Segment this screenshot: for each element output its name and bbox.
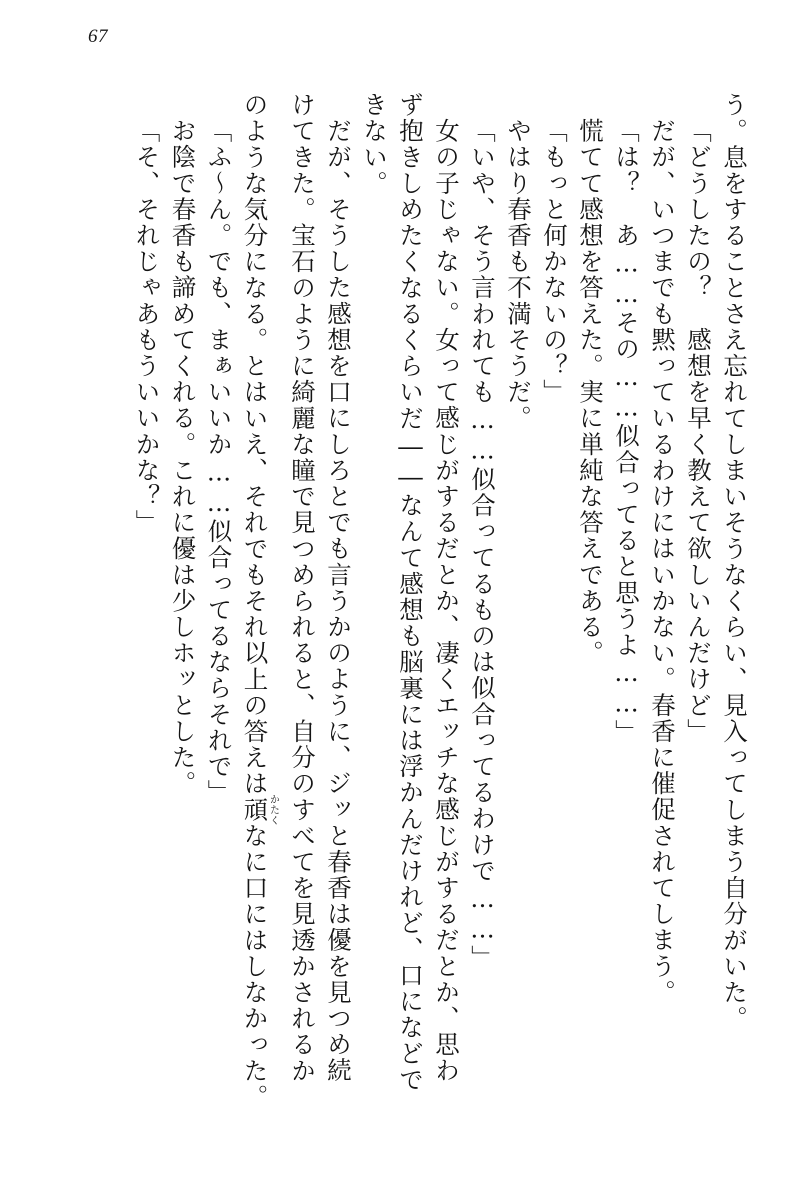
text-column: ず抱きしめたくなるくらいだ――なんて感想も脳裏には浮かんだけれど、口になどで (396, 92, 425, 1093)
text-column: 「は？ あ……その……似合ってると思うよ……」 (612, 118, 641, 746)
text-column: お陰で春香も諦めてくれる。これに優は少しホッとした。 (168, 118, 198, 797)
text-column: だが、いつまでも黙っているわけにはいかない。春香に催促されてしまう。 (648, 118, 677, 1006)
ruby-annotation: 頑かたく (240, 794, 279, 826)
text-column: のような気分になる。とはいえ、それでもそれ以上の答えは頑かたくなに口にはしなかった。 (240, 92, 279, 1110)
text-column: けてきた。宝石のように綺麗な瞳で見つめられると、自分のすべてを見透かされるか (288, 92, 317, 1084)
text-column: 「どうしたの？ 感想を早く教えて欲しいんだけど」 (684, 118, 713, 745)
text-column: きない。 (360, 92, 389, 197)
text-column: 「そ、それじゃあもういいかな？」 (132, 118, 162, 536)
text-column: 慌てて感想を答えた。実に単純な答えである。 (576, 118, 605, 667)
text-column: 「ふ～ん。でも、まぁいいか……似合ってるならそれで」 (204, 118, 234, 806)
text-column: 「もっと何かないの？」 (540, 118, 569, 406)
text-column: 女の子じゃない。女って感じがするだとか、凄くエッチな感じがするだとか、思わ (432, 118, 461, 1084)
text-column: う。息をすることさえ忘れてしまいそうなくらい、見入ってしまう自分がいた。 (720, 92, 749, 1032)
vertical-text-body (46, 92, 749, 1122)
text-column: やはり春香も不満そうだ。 (504, 118, 533, 432)
text-column: 「いや、そう言われても……似合ってるものは似合ってるわけで……」 (468, 118, 497, 972)
page-number: 67 (88, 26, 108, 47)
text-column: だが、そうした感想を口にしろとでも言うかのように、ジッと春香は優を見つめ続 (324, 118, 353, 1084)
